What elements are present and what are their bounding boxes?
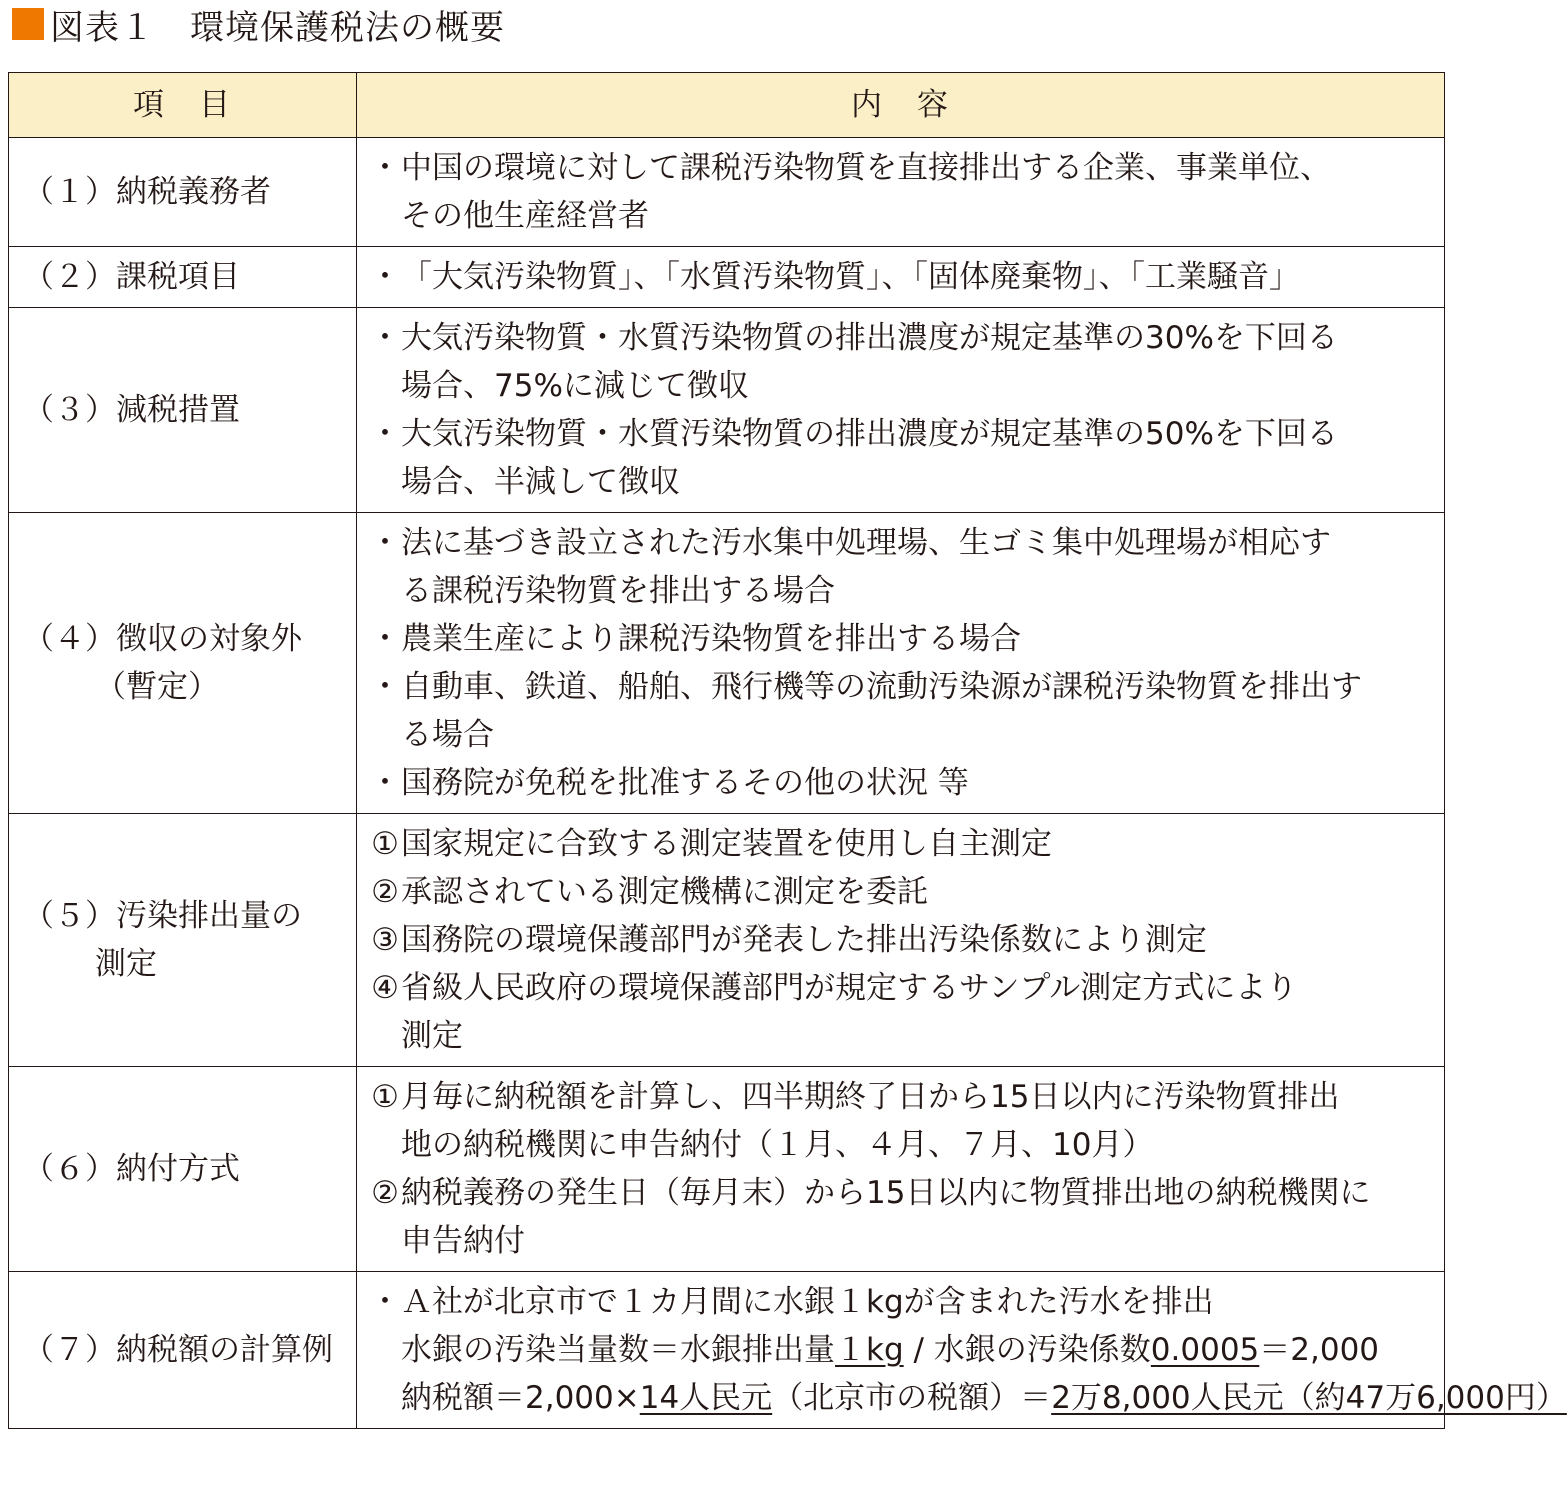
row-item-line: （１）納税義務者 — [23, 174, 271, 210]
content-line-continued: 申告納付 — [401, 1223, 525, 1259]
table-row — [9, 138, 1445, 247]
content-line: 「大気汚染物質」、「水質汚染物質」、「固体廃棄物」、「工業騒音」 — [401, 259, 1300, 295]
content-entry — [369, 916, 1436, 964]
table-row — [9, 308, 1445, 513]
content-line: 国家規定に合致する測定装置を使用し自主測定 — [401, 826, 1052, 862]
content-entry — [369, 314, 1436, 362]
content-entry — [369, 1073, 1436, 1121]
content-entry — [369, 144, 1436, 192]
content-line: 大気汚染物質・水質汚染物質の排出濃度が規定基準の50%を下回る — [401, 416, 1338, 452]
row-content — [357, 513, 1445, 814]
content-entry — [369, 964, 1436, 1012]
content-entry — [369, 663, 1436, 711]
content-line: 月毎に納税額を計算し、四半期終了日から15日以内に汚染物質排出 — [401, 1079, 1340, 1115]
bullet-marker: ・ — [369, 259, 401, 295]
underlined-value: １kg — [835, 1332, 904, 1368]
header-item: 項 目 — [9, 73, 357, 138]
bullet-marker: ・ — [369, 621, 401, 657]
content-line: 国務院が免税を批准するその他の状況 等 — [401, 765, 969, 801]
orange-square-icon — [12, 8, 44, 40]
table-header-row — [9, 73, 1445, 138]
row-item — [9, 814, 357, 1067]
row-item — [9, 513, 357, 814]
row-item — [9, 1272, 357, 1429]
row-item-line: 測定 — [95, 946, 157, 982]
row-content — [357, 1272, 1567, 1429]
row-item — [9, 138, 357, 247]
bullet-marker: ・ — [369, 765, 401, 801]
bullet-marker: ・ — [369, 320, 401, 356]
content-line: 法に基づき設立された汚水集中処理場、生ゴミ集中処理場が相応す — [401, 525, 1331, 561]
tax-law-table — [8, 72, 1567, 1429]
bullet-marker: ④ — [371, 970, 399, 1006]
content-line: 自動車、鉄道、船舶、飛行機等の流動汚染源が課税汚染物質を排出す — [401, 669, 1362, 705]
row-item — [9, 308, 357, 513]
content-entry — [369, 759, 1436, 807]
row-item-line: （暫定） — [95, 669, 219, 705]
row-content — [357, 814, 1445, 1067]
bullet-marker: ・ — [369, 525, 401, 561]
content-entry — [369, 820, 1436, 868]
content-line: 省級人民政府の環境保護部門が規定するサンプル測定方式により — [401, 970, 1298, 1006]
row-content — [357, 138, 1445, 247]
bullet-marker: ・ — [369, 150, 401, 186]
figure-title-text: 図表１ 環境保護税法の概要 — [50, 7, 505, 48]
content-entry — [369, 519, 1436, 567]
content-line-continued: る場合 — [401, 717, 494, 753]
table-row — [9, 513, 1445, 814]
calc-line-units: 水銀の汚染当量数＝水銀排出量１kg / 水銀の汚染係数0.0005＝2,000 — [401, 1332, 1380, 1368]
row-content — [357, 1067, 1445, 1272]
row-content — [357, 308, 1445, 513]
bullet-marker: ② — [371, 1175, 399, 1211]
content-line: Ａ社が北京市で１カ月間に水銀１kgが含まれた汚水を排出 — [401, 1284, 1214, 1320]
table-row-example — [9, 1272, 1445, 1429]
content-entry — [369, 615, 1436, 663]
content-entry — [369, 1169, 1436, 1217]
underlined-value: 0.0005 — [1150, 1332, 1260, 1368]
row-item — [9, 1067, 357, 1272]
row-item-line: （６）納付方式 — [23, 1151, 240, 1187]
row-item-line: （５）汚染排出量の — [23, 898, 302, 934]
bullet-marker: ① — [371, 1079, 399, 1115]
row-item-line: （２）課税項目 — [23, 259, 240, 295]
content-line: 納税義務の発生日（毎月末）から15日以内に物質排出地の納税機関に — [401, 1175, 1371, 1211]
row-item-line: （４）徴収の対象外 — [23, 621, 302, 657]
figure-title — [12, 2, 505, 46]
content-line: 農業生産により課税汚染物質を排出する場合 — [401, 621, 1021, 657]
content-line-continued: 場合、半減して徴収 — [401, 464, 680, 500]
bullet-marker: ① — [371, 826, 399, 862]
bullet-marker: ・ — [369, 669, 401, 705]
row-item-line: （３）減税措置 — [23, 392, 240, 428]
underlined-value: 14人民元 — [639, 1380, 773, 1416]
underlined-value: 2万8,000人民元（約47万6,000円） — [1051, 1380, 1567, 1416]
content-entry — [369, 868, 1436, 916]
content-line: 中国の環境に対して課税汚染物質を直接排出する企業、事業単位、 — [401, 150, 1331, 186]
content-line-continued: 測定 — [401, 1018, 463, 1054]
row-content — [357, 247, 1445, 308]
content-entry — [369, 410, 1436, 458]
content-line: 承認されている測定機構に測定を委託 — [401, 874, 928, 910]
calc-line-tax: 納税額＝2,000×14人民元（北京市の税額）＝2万8,000人民元（約47万6,000円） — [401, 1380, 1567, 1416]
row-item-line: （７）納税額の計算例 — [23, 1332, 333, 1368]
content-line: 大気汚染物質・水質汚染物質の排出濃度が規定基準の30%を下回る — [401, 320, 1338, 356]
bullet-marker: ・ — [369, 1284, 401, 1320]
bullet-marker: ・ — [369, 416, 401, 452]
content-line-continued: 地の納税機関に申告納付（１月、４月、７月、10月） — [401, 1127, 1154, 1163]
table-row — [9, 814, 1445, 1067]
content-entry — [369, 1278, 1436, 1326]
content-line-continued: その他生産経営者 — [401, 198, 649, 234]
content-entry — [369, 253, 1436, 301]
bullet-marker: ③ — [371, 922, 399, 958]
content-line: 国務院の環境保護部門が発表した排出汚染係数により測定 — [401, 922, 1207, 958]
bullet-marker: ② — [371, 874, 399, 910]
table-row — [9, 247, 1445, 308]
header-content: 内 容 — [357, 73, 1445, 138]
table-row — [9, 1067, 1445, 1272]
row-item — [9, 247, 357, 308]
content-line-continued: る課税汚染物質を排出する場合 — [401, 573, 835, 609]
content-line-continued: 場合、75%に減じて徴収 — [401, 368, 749, 404]
